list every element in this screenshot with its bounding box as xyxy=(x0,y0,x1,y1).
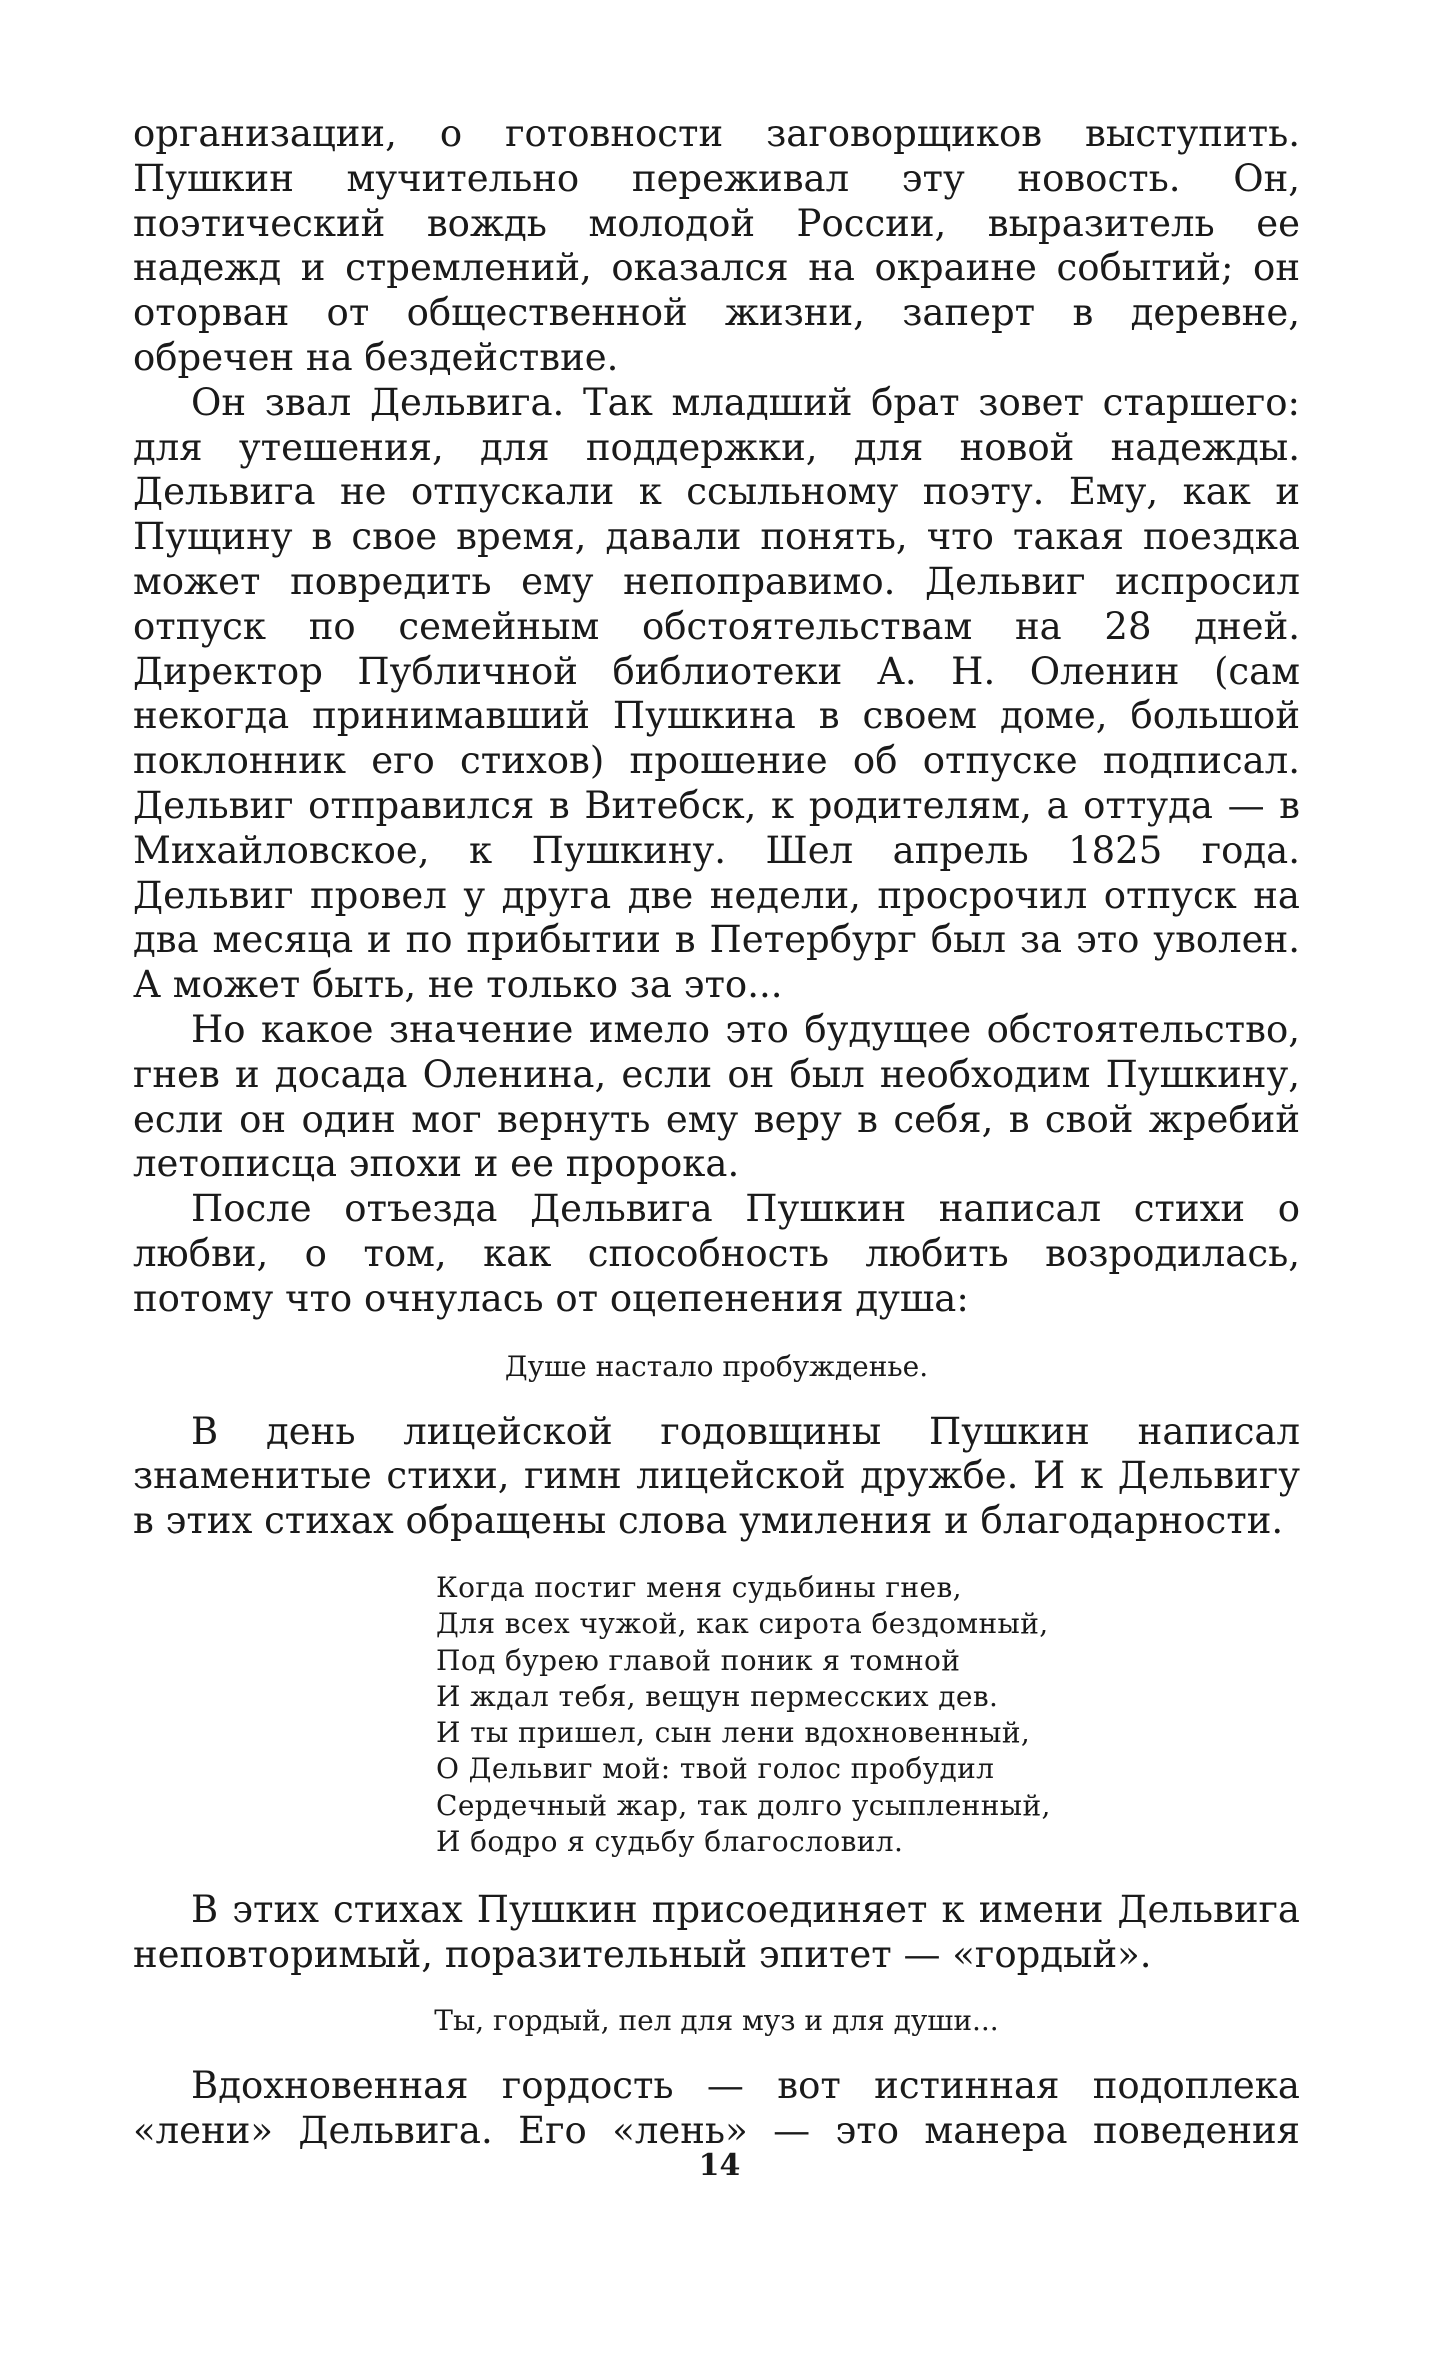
paragraph-after-departure: После отъезда Дельвига Пушкин написал стихи о любви, о том, как способность любить возродилась, потому что очнулась от оцепенения душа: xyxy=(133,1187,1300,1320)
paragraph-proud-epithet: В этих стихах Пушкин присоединяет к имени Дельвига неповторимый, поразительный эпитет — «гордый». xyxy=(133,1888,1300,1977)
quote-awakening: Душе настало пробужденье. xyxy=(504,1349,929,1383)
poem-line: Под бурею главой поник я томной xyxy=(436,1643,961,1677)
paragraph-lyceum-anniversary: В день лицейской годовщины Пушкин написал знаменитые стихи, гимн лицейской дружбе. И к Дельвигу в этих стихах обращены слова умиления и благодарности. xyxy=(133,1409,1300,1543)
page-number: 14 xyxy=(698,2148,741,2183)
poem-line: И бодро я судьбу благословил. xyxy=(436,1824,904,1858)
poem-line: Сердечный жар, так долго усыпленный, xyxy=(436,1788,1051,1822)
paragraph-continuation: организации, о готовности заговорщиков выступить. Пушкин мучительно переживал эту новость. Он, поэтический вождь молодой России, выразитель ее надежд и стремлений, оказался на окраине событий; он оторван от общественной жизни, заперт в деревне, обречен на бездействие. xyxy=(133,112,1300,379)
quote-proud: Ты, гордый, пел для муз и для души... xyxy=(434,2003,999,2037)
poem-line: И ты пришел, сын лени вдохновенный, xyxy=(436,1716,1031,1750)
poem-stanza xyxy=(133,1570,1300,1860)
poem-line: О Дельвиг мой: твой голос пробудил xyxy=(436,1752,995,1786)
paragraph-inspired-pride: Вдохновенная гордость — вот истинная подоплека «лени» Дельвига. Его «лень» — это манера поведения xyxy=(133,2063,1300,2152)
book-page xyxy=(133,112,1300,2153)
poem-line: Когда постиг меня судьбины гнев, xyxy=(436,1570,962,1604)
poem-line: И ждал тебя, вещун пермесских дев. xyxy=(436,1679,999,1713)
paragraph-delvig-visit: Он звал Дельвига. Так младший брат зовет старшего: для утешения, для поддержки, для новой надежды. Дельвига не отпускали к ссыльному поэту. Ему, как и Пущину в свое время, давали понять, что такая поездка может повредить ему непоправимо. Дельвиг испросил отпуск по семейным обстоятельствам на 28 дней. Директор Публичной библиотеки А. Н. Оленин (сам некогда принимавший Пушкина в своем доме, большой поклонник его стихов) прошение об отпуске подписал. Дельвиг отправился в Витебск, к родителям, а оттуда — в Михайловское, к Пушкину. Шел апрель 1825 года. Дельвиг провел у друга две недели, просрочил отпуск на два месяца и по прибытии в Петербург был за это уволен. А может быть, не только за это... xyxy=(133,380,1300,1007)
paragraph-olenin: Но какое значение имело это будущее обстоятельство, гнев и досада Оленина, если он был необходим Пушкину, если он один мог вернуть ему веру в себя, в свой жребий летописца эпохи и ее пророка. xyxy=(133,1007,1300,1186)
poem-line: Для всех чужой, как сирота бездомный, xyxy=(436,1607,1049,1641)
